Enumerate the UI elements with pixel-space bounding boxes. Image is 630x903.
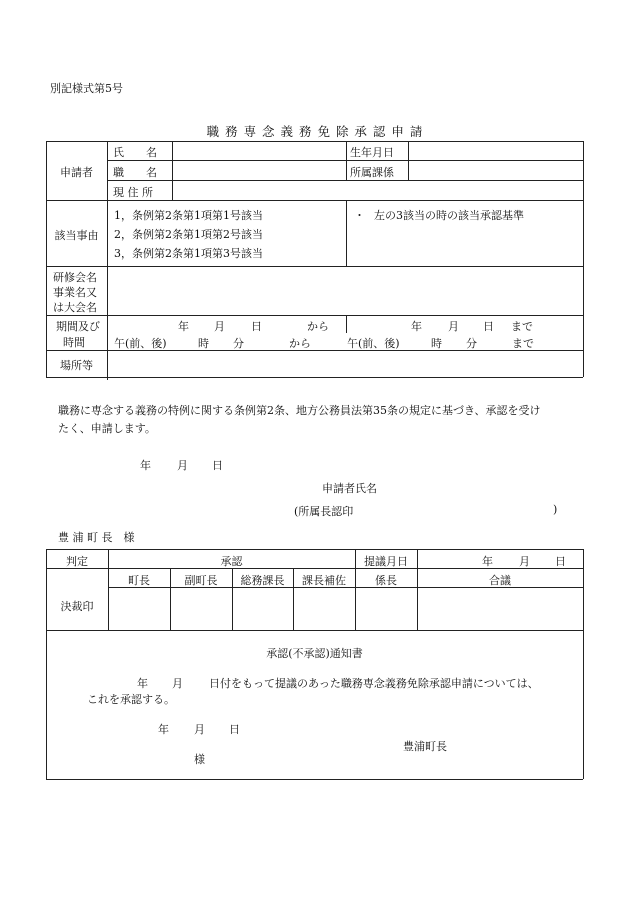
date-day: 日 [212, 459, 223, 472]
period-end-month: 月 [448, 320, 459, 333]
time-start-hour: 時 [198, 337, 209, 350]
time-end-minute: 分 [466, 337, 477, 350]
reason-item-3: 3，条例第2条第1項第3号該当 [114, 247, 263, 260]
date-year: 年 [140, 459, 151, 472]
time-until: まで [512, 337, 534, 350]
period-start-day: 日 [251, 320, 262, 333]
time-start-ampm: 午(前、後) [114, 337, 167, 350]
period-from: から [307, 320, 329, 333]
reason-label: 該当事由 [54, 229, 99, 242]
reason-item-2: 2，条例第2条第1項第2号該当 [114, 228, 263, 241]
time-end-hour: 時 [431, 337, 442, 350]
decision-seal-label: 決裁印 [60, 600, 94, 613]
proposal-year: 年 [482, 555, 493, 568]
birthdate-label: 生年月日 [350, 146, 394, 159]
criteria-bullet: ・ [354, 209, 365, 222]
training-label-line-1: 研修会名 [53, 271, 97, 284]
approve-label: 承認 [220, 555, 243, 568]
issuer-name: 豊浦町長 [403, 740, 447, 753]
applicant-section-label: 申請者 [60, 166, 93, 179]
period-start-month: 月 [214, 320, 225, 333]
judgment-label: 判定 [66, 555, 88, 568]
notice-line-1: 日付をもって提議のあった職務専念義務免除承認申請については、 [209, 677, 539, 690]
date-month: 月 [177, 459, 188, 472]
col-general-affairs-head: 総務課長 [240, 574, 285, 587]
notice-year: 年 [137, 677, 148, 690]
applicant-signature-label: 申請者氏名 [322, 482, 377, 495]
address-label: 現 住 所 [113, 186, 153, 199]
training-label-line-2: 事業名又 [53, 286, 97, 299]
col-consultation: 合議 [489, 574, 511, 587]
name-label: 氏 名 [113, 146, 157, 159]
time-end-ampm: 午(前、後) [347, 337, 400, 350]
form-number: 別記様式第5号 [50, 82, 123, 95]
department-head-seal-label: (所属長認印 [294, 505, 354, 518]
notice-month: 月 [172, 677, 183, 690]
job-title-label: 職 名 [113, 166, 157, 179]
period-label-line-1: 期間及び [56, 320, 100, 333]
recipient-honorific: 様 [194, 753, 205, 766]
department-label: 所属課係 [350, 166, 394, 179]
notice-date-day: 日 [229, 723, 240, 736]
place-label: 場所等 [60, 359, 93, 372]
form-title: 職 務 専 念 義 務 免 除 承 認 申 請 [206, 124, 424, 139]
time-from: から [289, 337, 311, 350]
criteria-text: 左の3該当の時の該当承認基準 [374, 209, 524, 222]
reason-item-1: 1，条例第2条第1項第1号該当 [114, 209, 263, 222]
training-label-line-3: は大会名 [53, 301, 97, 314]
period-end-day: 日 [483, 320, 494, 333]
application-statement-line-2: たく、申請します。 [58, 422, 156, 435]
notice-date-year: 年 [158, 723, 169, 736]
proposal-month: 月 [519, 555, 530, 568]
period-until: まで [511, 320, 533, 333]
col-assistant-section-head: 課長補佐 [302, 574, 346, 587]
proposal-day: 日 [555, 555, 566, 568]
addressee: 豊 浦 町 長 様 [58, 531, 135, 544]
period-end-year: 年 [411, 320, 422, 333]
application-statement-line-1: 職務に専念する義務の特例に関する条例第2条、地方公務員法第35条の規定に基づき、承認を受け [58, 404, 541, 417]
period-start-year: 年 [178, 320, 189, 333]
notice-line-2: これを承認する。 [87, 693, 175, 706]
period-label-line-2: 時間 [63, 336, 85, 349]
proposal-date-label: 提議月日 [364, 555, 408, 568]
col-deputy-mayor: 副町長 [184, 574, 218, 587]
notice-title: 承認(不承認)通知書 [266, 647, 363, 660]
col-mayor: 町長 [128, 574, 150, 587]
notice-date-month: 月 [194, 723, 205, 736]
department-head-seal-close: ) [553, 503, 558, 516]
time-start-minute: 分 [233, 337, 244, 350]
col-chief: 係長 [375, 574, 397, 587]
